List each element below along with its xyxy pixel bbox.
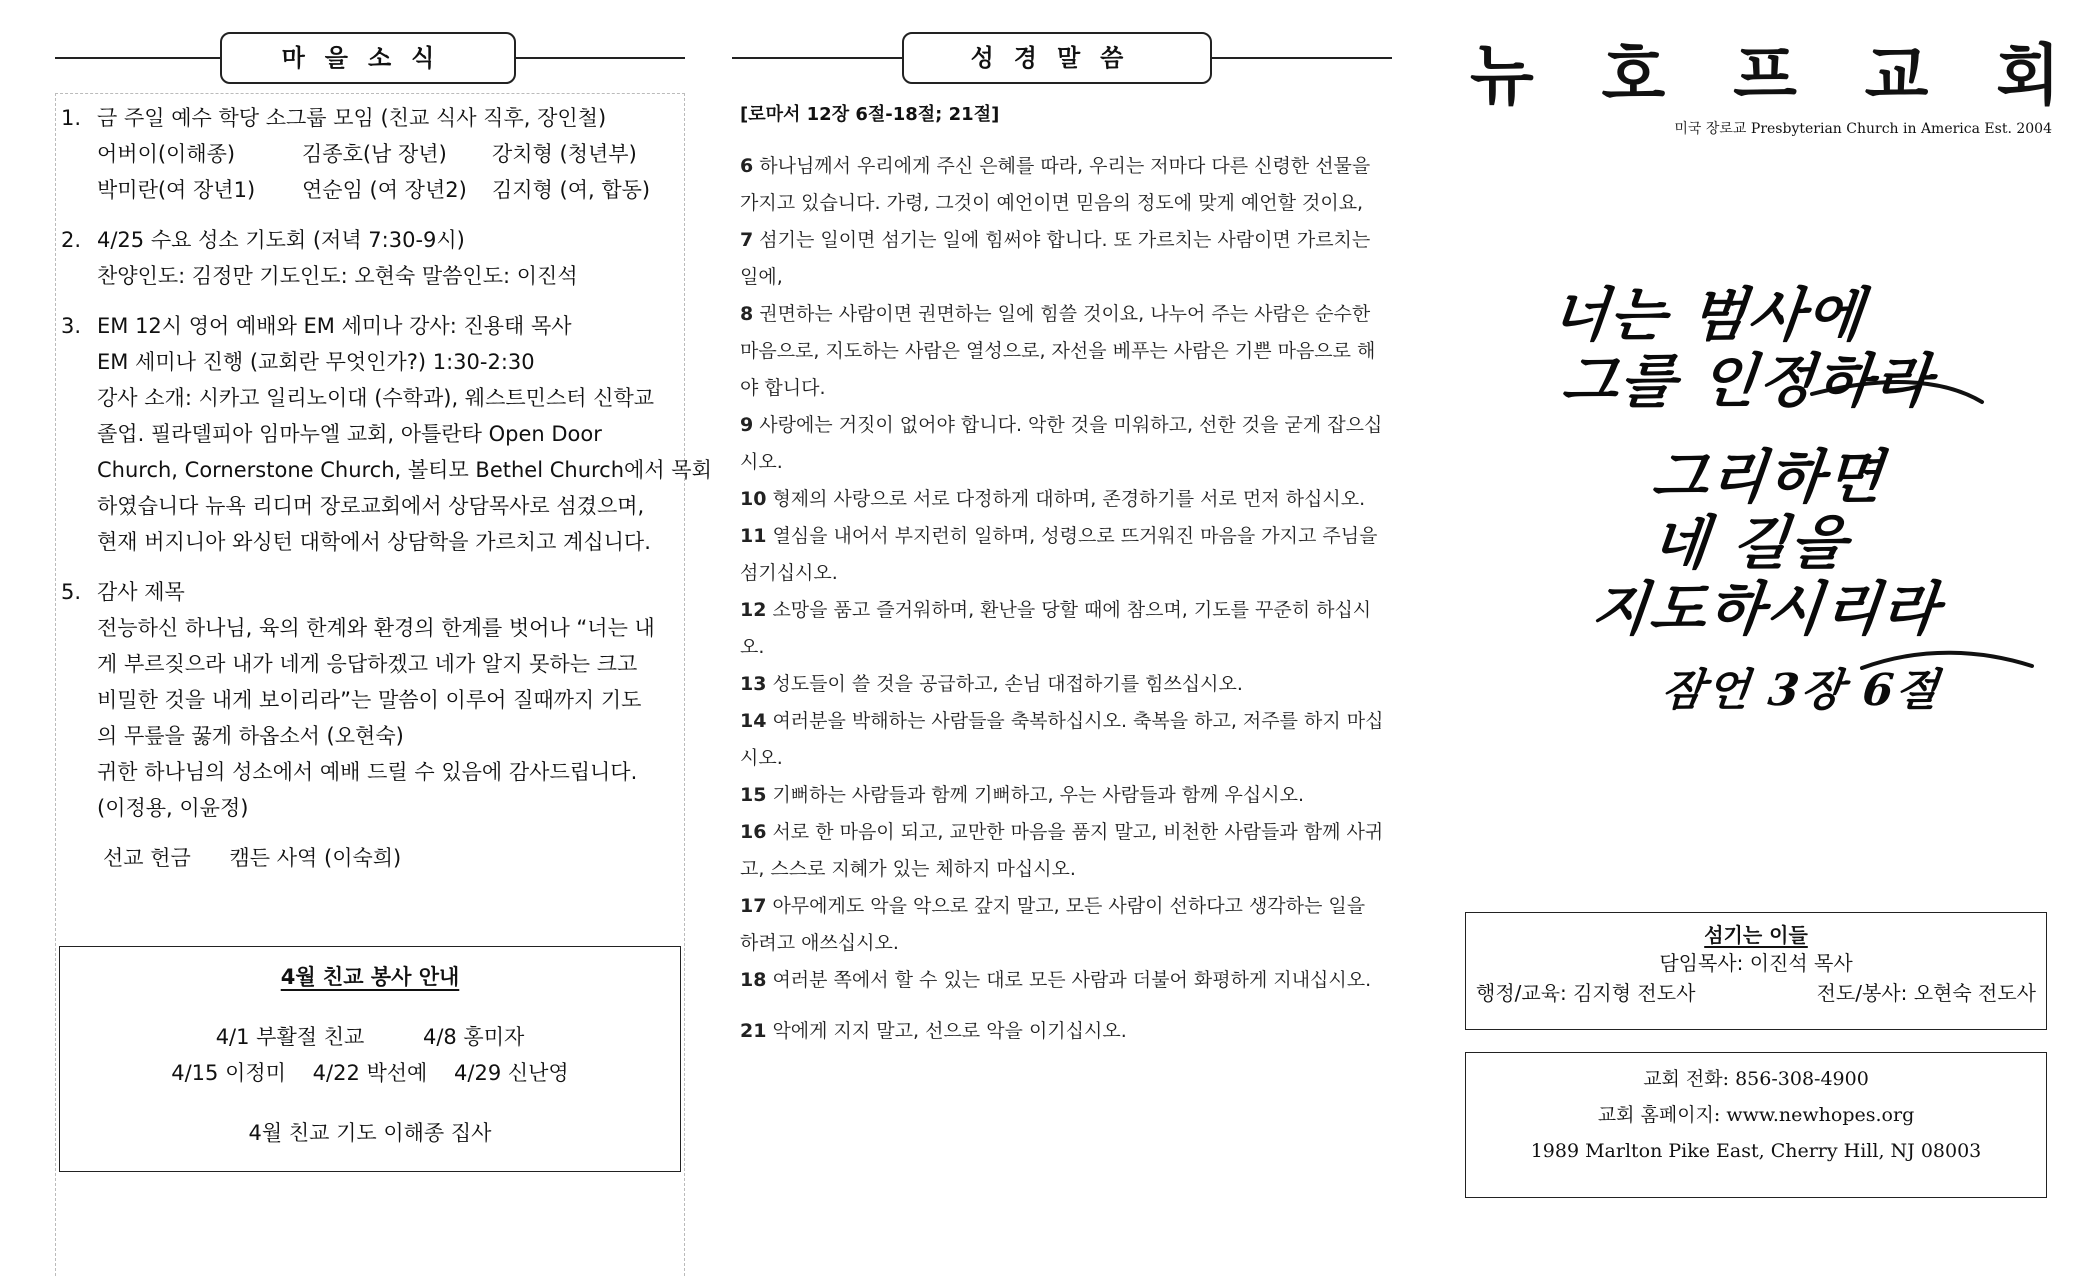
senior-pastor: 담임목사: 이진석 목사 xyxy=(1659,951,1853,975)
verse xyxy=(740,1013,1385,1050)
verse xyxy=(740,296,1385,407)
verse-number: 7 xyxy=(740,229,754,251)
verse-text: 하나님께서 우리에게 주신 은혜를 따라, 우리는 저마다 다른 신령한 선물을 가지고 있습니다. 가령, 그것이 예언이면 믿음의 정도에 맞게 예언할 것이요, xyxy=(740,155,1371,214)
verse xyxy=(740,777,1385,814)
calligraphy-line: 너는 범사에 xyxy=(1548,281,1868,349)
news-list xyxy=(61,100,712,876)
news-line: EM 12시 영어 예배와 EM 세미나 강사: 진용태 목사 xyxy=(97,314,572,338)
group-cell: 연순임 (여 장년2) xyxy=(302,178,467,202)
calligraphy-reference: 잠언 3장 6절 xyxy=(1659,665,1943,716)
verse xyxy=(740,518,1385,592)
verse xyxy=(740,592,1385,666)
group-cell: 김지형 (여, 합동) xyxy=(492,178,651,202)
volunteer-entry: 4/15 이정미 xyxy=(171,1061,286,1085)
verse-text: 성도들이 쓸 것을 공급하고, 손님 대접하기를 힘쓰십시오. xyxy=(772,673,1243,695)
volunteer-entry: 4/29 신난영 xyxy=(454,1061,569,1085)
news-title: 마을소식 xyxy=(220,32,516,84)
contact-box xyxy=(1465,1052,2047,1198)
verse xyxy=(740,814,1385,888)
news-body xyxy=(97,100,692,208)
church-homepage: 교회 홈페이지: www.newhopes.org xyxy=(1597,1104,1915,1126)
news-header xyxy=(55,30,685,100)
church-name-char: 뉴 xyxy=(1470,37,1534,114)
staff-title: 섬기는 이들 xyxy=(1704,923,1808,947)
verse-list xyxy=(740,148,1385,1050)
verse-text: 권면하는 사람이면 권면하는 일에 힘쓸 것이요, 나누어 주는 사람은 순수한 마음으로, 지도하는 사람은 열성으로, 자선을 베푸는 사람은 기쁜 마음으로 해야 합니다. xyxy=(740,303,1376,399)
calligraphy-line: 그리하면 xyxy=(1648,443,1888,511)
verse xyxy=(740,222,1385,296)
church-info-column xyxy=(1462,0,2062,1275)
church-name-char: 교 xyxy=(1864,37,1929,114)
verse-number: 17 xyxy=(740,895,767,917)
verse-number: 9 xyxy=(740,414,754,436)
news-line: Church, Cornerstone Church, 볼티모 Bethel Church에서 목회 xyxy=(97,458,712,482)
news-line: 찬양인도: 김정만 기도인도: 오현숙 말씀인도: 이진석 xyxy=(97,264,578,288)
verse-number: 18 xyxy=(740,969,767,991)
staff-row xyxy=(1466,978,2046,1008)
admin-staff: 행정/교육: 김지형 전도사 xyxy=(1476,981,1696,1005)
scripture-reference: [로마서 12장 6절-18절; 21절] xyxy=(740,104,1000,125)
denomination: 미국 장로교 Presbyterian Church in America Est. 2004 xyxy=(1674,121,2052,137)
calligraphy-line: 그를 인정하라 xyxy=(1558,347,1936,415)
verse xyxy=(740,666,1385,703)
volunteer-row xyxy=(60,1019,680,1055)
group-cell: 강치형 (청년부) xyxy=(492,142,637,166)
church-name-char: 호 xyxy=(1601,37,1666,114)
verse xyxy=(740,481,1385,518)
verse-text: 여러분 쪽에서 할 수 있는 대로 모든 사람과 더불어 화평하게 지내십시오. xyxy=(772,969,1372,991)
scripture-header xyxy=(732,30,1392,100)
news-line: 금 주일 예수 학당 소그룹 모임 (친교 식사 직후, 장인철) xyxy=(97,106,607,130)
verse-number: 8 xyxy=(740,303,754,325)
item-number: 1. xyxy=(61,106,82,130)
church-address: 1989 Marlton Pike East, Cherry Hill, NJ 08003 xyxy=(1530,1140,1982,1162)
verse-text: 소망을 품고 즐거워하며, 환난을 당할 때에 참으며, 기도를 꾸준히 하십시오. xyxy=(740,599,1372,658)
verse-number: 11 xyxy=(740,525,767,547)
offering-label: 선교 헌금 xyxy=(103,846,191,870)
mission-staff: 전도/봉사: 오현숙 전도사 xyxy=(1816,981,2036,1005)
news-line: 4/25 수요 성소 기도회 (저녁 7:30-9시) xyxy=(97,228,465,252)
church-name-char: 회 xyxy=(1996,37,2060,114)
verse-text: 아무에게도 악을 악으로 갚지 말고, 모든 사람이 선하다고 생각하는 일을 하려고 애쓰십시오. xyxy=(740,895,1366,954)
verse-number: 12 xyxy=(740,599,767,621)
volunteer-box xyxy=(59,946,681,1172)
news-item-5 xyxy=(61,574,679,826)
verse-text: 기뻐하는 사람들과 함께 기뻐하고, 우는 사람들과 함께 우십시오. xyxy=(772,784,1305,806)
volunteer-entry: 4/8 홍미자 xyxy=(422,1025,525,1049)
verse xyxy=(740,888,1385,962)
verse-text: 악에게 지지 말고, 선으로 악을 이기십시오. xyxy=(772,1020,1127,1042)
group-cell: 박미란(여 장년1) xyxy=(97,178,256,202)
news-column xyxy=(55,0,712,1275)
scripture-title: 성경말씀 xyxy=(902,32,1212,84)
group-cell: 김종호(남 장년) xyxy=(302,142,447,166)
fellowship-prayer: 4월 친교 기도 이해종 집사 xyxy=(248,1121,492,1145)
volunteer-entry: 4/1 부활절 친교 xyxy=(215,1025,365,1049)
verse-text: 섬기는 일이면 섬기는 일에 힘써야 합니다. 또 가르치는 사람이면 가르치는 일에, xyxy=(740,229,1371,288)
news-line: 전능하신 하나님, 육의 한계와 환경의 한계를 벗어나 “너는 내 xyxy=(97,616,655,640)
verse-number: 15 xyxy=(740,784,767,806)
verse-text: 서로 한 마음이 되고, 교만한 마음을 품지 말고, 비천한 사람들과 함께 사귀고, 스스로 지혜가 있는 체하지 마십시오. xyxy=(740,821,1384,880)
scripture-column xyxy=(732,0,1392,1275)
verse-number: 6 xyxy=(740,155,754,177)
calligraphy-verse xyxy=(1548,281,2032,724)
church-name-char: 프 xyxy=(1733,37,1797,114)
news-line: 게 부르짖으라 내가 네게 응답하겠고 네가 알지 못하는 크고 xyxy=(97,652,638,676)
verse-text: 형제의 사랑으로 서로 다정하게 대하며, 존경하기를 서로 먼저 하십시오. xyxy=(772,488,1366,510)
news-item-1 xyxy=(61,100,679,208)
news-line: 감사 제목 xyxy=(97,580,185,604)
news-line: 의 무릎을 꿇게 하옵소서 (오현숙) xyxy=(97,724,404,748)
verse-text: 여러분을 박해하는 사람들을 축복하십시오. 축복을 하고, 저주를 하지 마십시오. xyxy=(740,710,1384,769)
item-number: 2. xyxy=(61,228,82,252)
offering-value: 캠든 사역 (이숙희) xyxy=(229,846,402,870)
news-line: EM 세미나 진행 (교회란 무엇인가?) 1:30-2:30 xyxy=(97,350,535,374)
verse xyxy=(740,407,1385,481)
church-name xyxy=(1470,37,2060,114)
small-group-grid xyxy=(97,136,692,208)
church-phone: 교회 전화: 856-308-4900 xyxy=(1643,1068,1869,1090)
news-item-3 xyxy=(61,308,712,560)
calligraphy-line: 지도하시리라 xyxy=(1588,575,1944,643)
verse xyxy=(740,703,1385,777)
volunteer-title: 4월 친교 봉사 안내 xyxy=(280,965,460,989)
staff-box xyxy=(1465,912,2047,1030)
item-number: 5. xyxy=(61,580,82,604)
item-number: 3. xyxy=(61,314,82,338)
verse xyxy=(740,148,1385,222)
verse-number: 16 xyxy=(740,821,767,843)
news-item-2 xyxy=(61,222,679,294)
news-body xyxy=(97,222,679,294)
verse-number: 10 xyxy=(740,488,767,510)
verse-number: 14 xyxy=(740,710,767,732)
verse-number: 13 xyxy=(740,673,767,695)
news-line: 귀한 하나님의 성소에서 예배 드릴 수 있음에 감사드립니다. xyxy=(97,760,638,784)
news-line: 졸업. 필라델피아 임마누엘 교회, 아틀란타 Open Door xyxy=(97,422,602,446)
mission-offering xyxy=(103,840,679,876)
news-line: 비밀한 것을 내게 보이리라”는 말씀이 이루어 질때까지 기도 xyxy=(97,688,642,712)
news-line: 강사 소개: 시카고 일리노이대 (수학과), 웨스트민스터 신학교 xyxy=(97,386,655,410)
news-body xyxy=(97,308,712,560)
verse-number: 21 xyxy=(740,1020,767,1042)
group-cell: 어버이(이해종) xyxy=(97,142,236,166)
verse-text: 사랑에는 거짓이 없어야 합니다. 악한 것을 미워하고, 선한 것을 굳게 잡으십시오. xyxy=(740,414,1383,473)
news-body xyxy=(97,574,679,826)
news-line: 현재 버지니아 와싱턴 대학에서 상담학을 가르치고 계십니다. xyxy=(97,530,651,554)
news-line: 하였습니다 뉴욕 리디머 장로교회에서 상담목사로 섬겼으며, xyxy=(97,494,645,518)
calligraphy-line: 네 길을 xyxy=(1648,509,1852,577)
verse-text: 열심을 내어서 부지런히 일하며, 성령으로 뜨거워진 마음을 가지고 주님을 섬기십시오. xyxy=(740,525,1378,584)
volunteer-row xyxy=(60,1055,680,1091)
news-line: (이정용, 이윤정) xyxy=(97,796,249,820)
volunteer-entry: 4/22 박선예 xyxy=(312,1061,428,1085)
verse xyxy=(740,962,1385,999)
